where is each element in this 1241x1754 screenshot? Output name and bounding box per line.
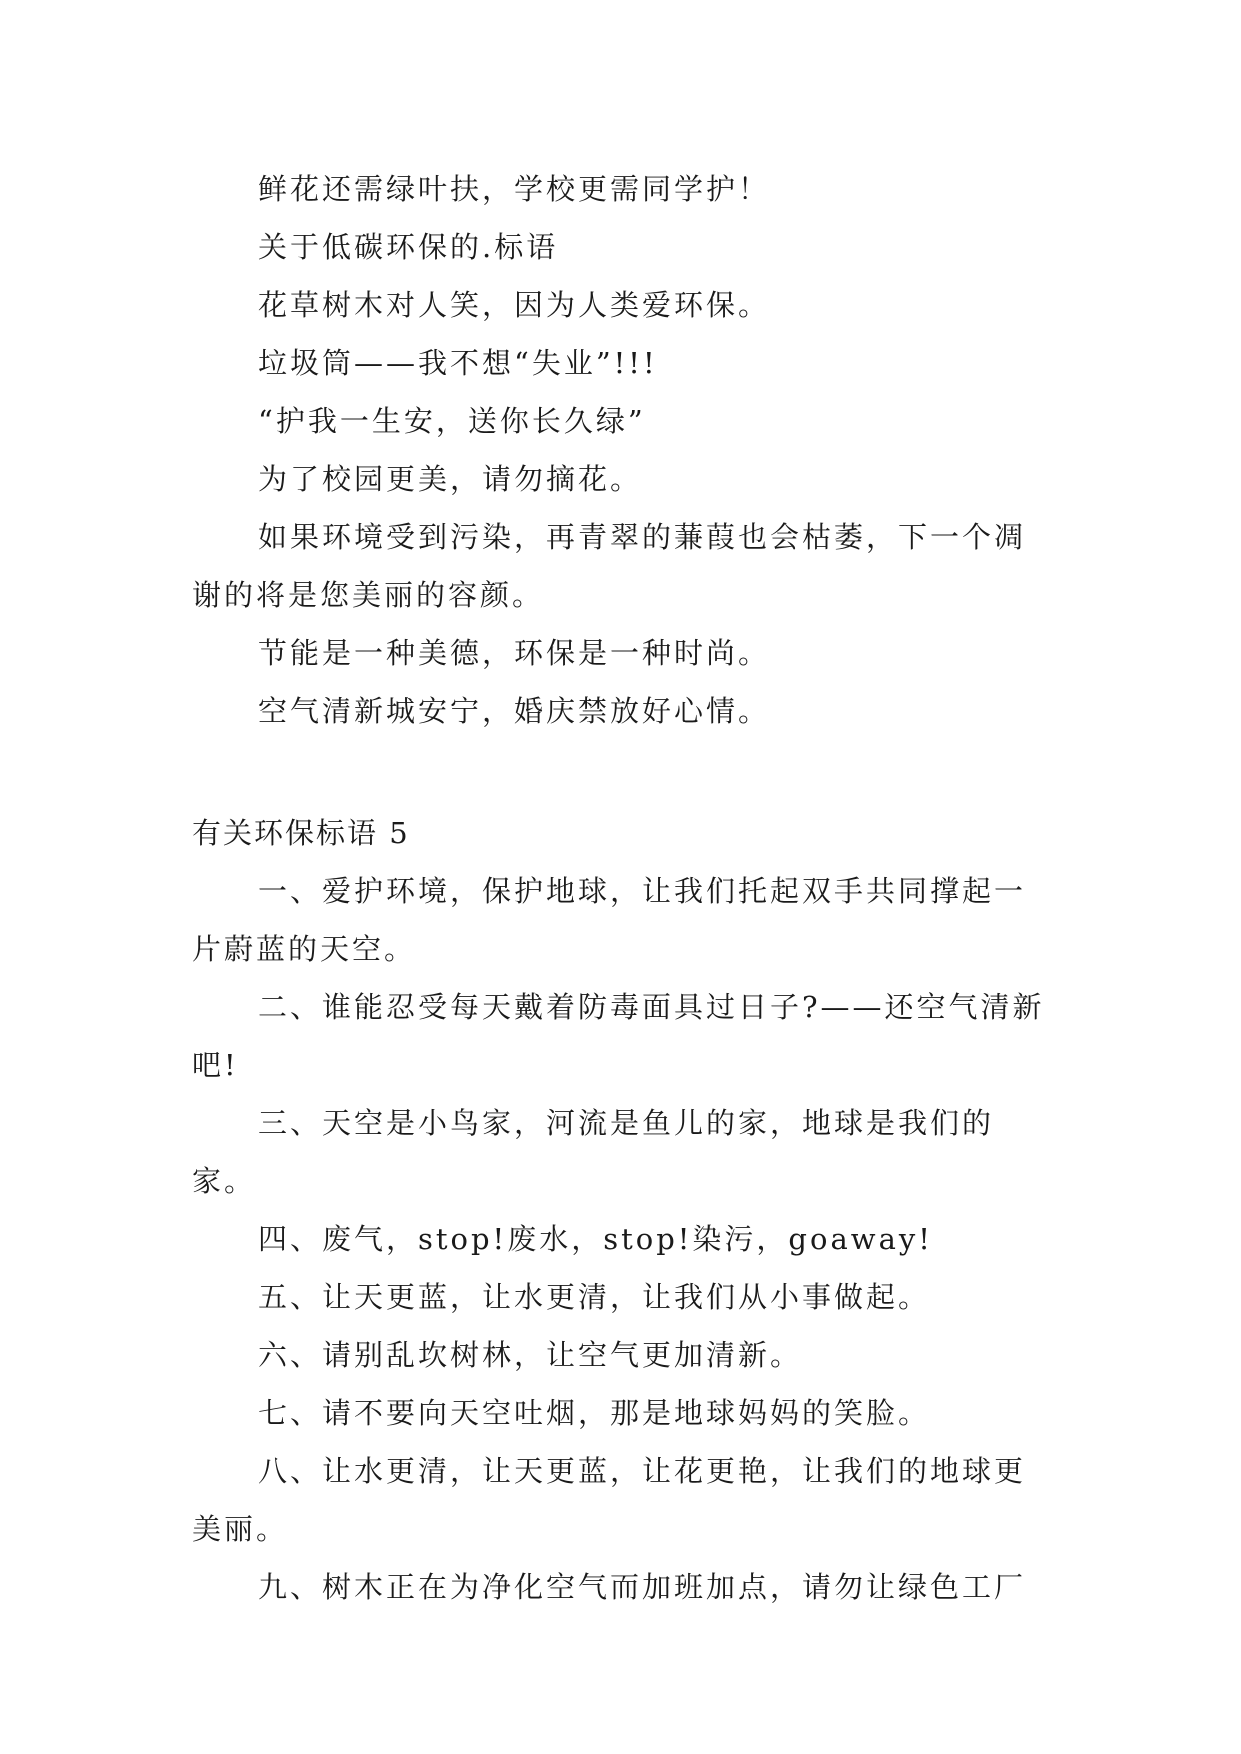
paragraph: 关于低碳环保的.标语	[258, 230, 559, 264]
paragraph: 节能是一种美德，环保是一种时尚。	[258, 636, 771, 670]
paragraph: 二、谁能忍受每天戴着防毒面具过日子?——还空气清新吧!	[192, 990, 1045, 1082]
paragraph: 鲜花还需绿叶扶，学校更需同学护！	[258, 172, 771, 206]
paragraph: 八、让水更清，让天更蓝，让花更艳，让我们的地球更美丽。	[192, 1454, 1027, 1546]
paragraph: 一、爱护环境，保护地球，让我们托起双手共同撑起一片蔚蓝的天空。	[192, 874, 1027, 966]
paragraph: 六、请别乱坎树林，让空气更加清新。	[258, 1338, 803, 1372]
paragraph: 五、让天更蓝，让水更清，让我们从小事做起。	[258, 1280, 931, 1314]
paragraph: 如果环境受到污染，再青翠的蒹葭也会枯萎，下一个凋谢的将是您美丽的容颜。	[192, 520, 1027, 612]
paragraph: “护我一生安，送你长久绿”	[258, 404, 646, 438]
document-body	[192, 160, 1052, 1616]
paragraph: 七、请不要向天空吐烟，那是地球妈妈的笑脸。	[258, 1396, 931, 1430]
paragraph: 空气清新城安宁，婚庆禁放好心情。	[258, 694, 771, 728]
paragraph: 九、树木正在为净化空气而加班加点，请勿让绿色工厂	[258, 1570, 1027, 1604]
paragraph: 花草树木对人笑，因为人类爱环保。	[258, 288, 771, 322]
paragraph: 三、天空是小鸟家，河流是鱼儿的家，地球是我们的家。	[192, 1106, 995, 1198]
section-heading: 有关环保标语 5	[192, 816, 410, 850]
paragraph: 为了校园更美，请勿摘花。	[258, 462, 643, 496]
paragraph: 四、废气，stop!废水，stop!染污，goaway!	[258, 1222, 933, 1256]
paragraph: 垃圾筒——我不想“失业”!!!	[258, 346, 658, 380]
